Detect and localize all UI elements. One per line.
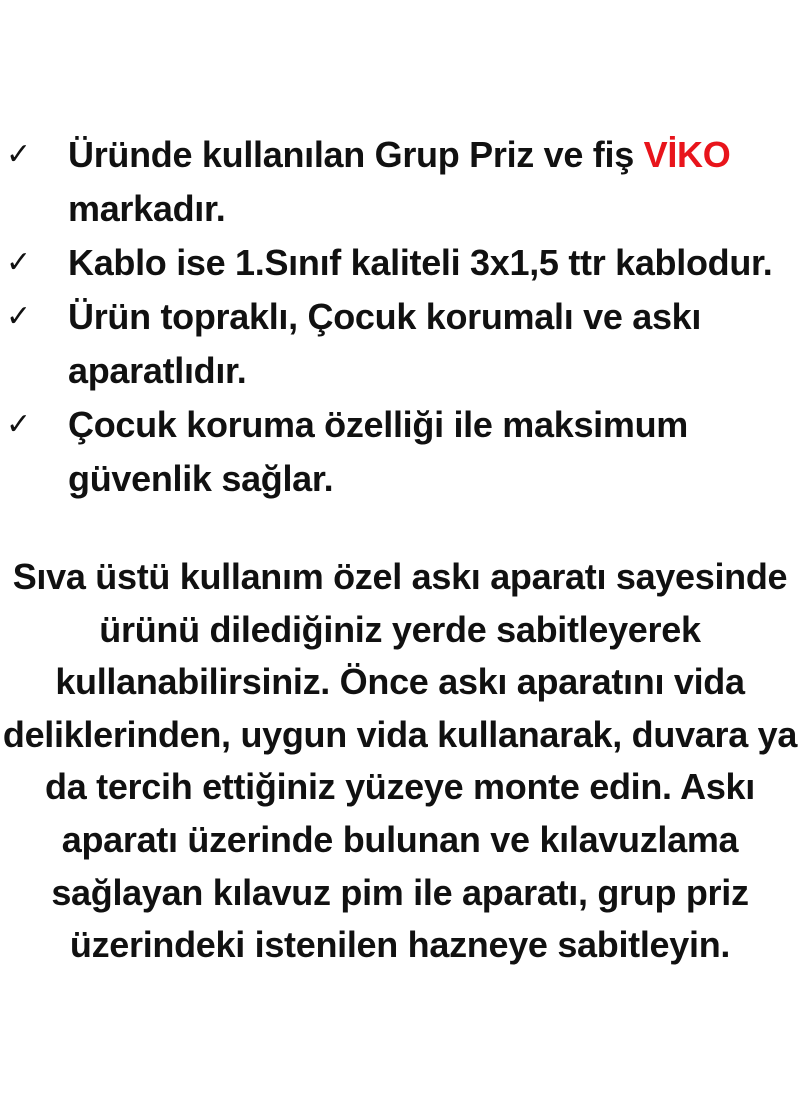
- description-line: da tercih ettiğiniz yüzeye monte edin. Askı: [45, 766, 755, 808]
- brand-name: VİKO: [643, 134, 731, 175]
- checkmark-icon: ✓: [6, 138, 31, 171]
- feature-text-brand-after: markadır.: [68, 188, 226, 229]
- feature-text-cable: Kablo ise 1.Sınıf kaliteli 3x1,5 ttr kablodur.: [68, 242, 773, 283]
- description-line: sağlayan kılavuz pim ile aparatı, grup priz: [51, 871, 749, 913]
- checkmark-icon: ✓: [6, 246, 31, 279]
- description-line: ürünü dilediğiniz yerde sabitleyerek: [99, 608, 701, 650]
- feature-text-grounding-line2: aparatlıdır.: [68, 350, 247, 391]
- feature-text-grounding-line1: Ürün topraklı, Çocuk korumalı ve askı: [68, 296, 702, 337]
- feature-text-safety-line2: güvenlik sağlar.: [68, 458, 334, 499]
- description-line: Sıva üstü kullanım özel askı aparatı sayesinde: [12, 556, 788, 597]
- feature-item-child-safety: [0, 398, 800, 506]
- feature-item-cable: [0, 236, 800, 290]
- description-line: üzerindeki istenilen hazneye sabitleyin.: [69, 924, 731, 966]
- feature-item-grounding: [0, 290, 800, 398]
- checkmark-icon: ✓: [6, 408, 31, 441]
- description-line: kullanabilirsiniz. Önce askı aparatını vida: [55, 661, 745, 703]
- description-line: deliklerinden, uygun vida kullanarak, duvara ya: [2, 713, 798, 755]
- checkmark-icon: ✓: [6, 300, 31, 333]
- feature-item-brand: [0, 128, 800, 236]
- feature-text-safety-line1: Çocuk koruma özelliği ile maksimum: [68, 404, 688, 445]
- feature-text-brand-before: Üründe kullanılan Grup Priz ve fiş: [68, 134, 644, 175]
- feature-list: [0, 128, 800, 506]
- mounting-description: [0, 551, 800, 972]
- description-line: aparatı üzerinde bulunan ve kılavuzlama: [61, 818, 739, 860]
